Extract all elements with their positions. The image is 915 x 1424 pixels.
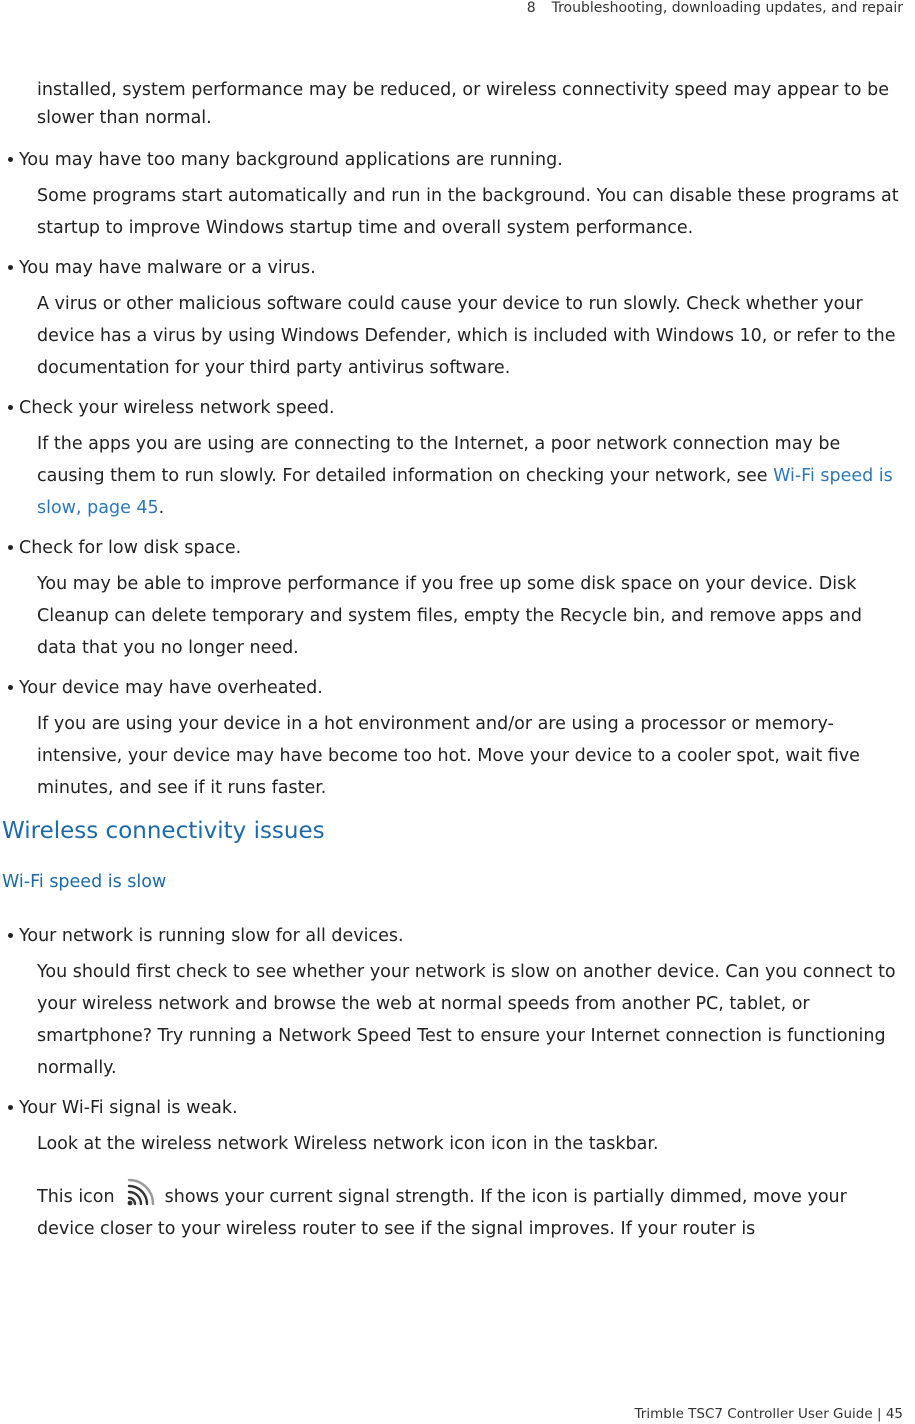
item-description: If you are using your device in a hot environment and/or are using a processor or memory-intensive, your device may have become too hot. Move your device to a cooler spot, wait five minutes, and see if it runs faster. — [37, 714, 860, 798]
bullet-dot-icon — [8, 265, 13, 270]
bullet-text — [0, 1094, 905, 1122]
list-item — [0, 394, 905, 524]
list-item — [0, 1094, 905, 1245]
list-item — [0, 922, 905, 1084]
list-item — [0, 674, 905, 804]
item-description — [0, 428, 905, 524]
bullet-text — [0, 674, 905, 702]
bullet-dot-icon — [8, 545, 13, 550]
bullet-text — [0, 394, 905, 422]
item-description: Some programs start automatically and run in the background. You can disable these programs at startup to improve Windows startup time and overall system performance. — [37, 186, 899, 238]
bullet-dot-icon — [8, 157, 13, 162]
bullet-label: You may have malware or a virus. — [19, 258, 316, 278]
item-description: A virus or other malicious software could cause your device to run slowly. Check whether your device has a virus by using Windows Defender, which is included with Windows 10, or refer to the documentation for your third party antivirus software. — [37, 294, 896, 378]
section-heading: Wireless connectivity issues — [2, 818, 325, 844]
list-item — [0, 146, 905, 244]
bullet-dot-icon — [8, 405, 13, 410]
chapter-title: Troubleshooting, downloading updates, and repair — [551, 0, 903, 16]
bullet-dot-icon — [8, 1105, 13, 1110]
bullet-label: Your device may have overheated. — [19, 678, 323, 698]
list-item — [0, 534, 905, 664]
description-end: . — [158, 498, 165, 518]
item-description: Look at the wireless network Wireless network icon icon in the taskbar. — [37, 1134, 659, 1154]
page-body — [0, 76, 905, 1255]
chapter-number: 8 — [526, 0, 536, 16]
bullet-text — [0, 146, 905, 174]
description-text: If the apps you are using are connecting to the Internet, a poor network connection may be causing them to run slowly. For detailed information on checking your network, see — [37, 434, 841, 486]
page-footer: Trimble TSC7 Controller User Guide | 45 — [634, 1406, 903, 1422]
item-description: You should first check to see whether your network is slow on another device. Can you connect to your wireless network and browse the web at normal speeds from another PC, tablet, or smartphone? Try running a Network Speed Test to ensure your Internet connection is functioning normally. — [37, 962, 896, 1078]
bullet-dot-icon — [8, 685, 13, 690]
list-item — [0, 254, 905, 384]
bullet-label: Check for low disk space. — [19, 538, 242, 558]
bullet-label: Check your wireless network speed. — [19, 398, 335, 418]
bullet-label: You may have too many background applications are running. — [19, 150, 563, 170]
bullet-text — [0, 534, 905, 562]
description-text: This icon — [37, 1187, 115, 1207]
description-text-after: shows your current signal strength. If the icon is partially dimmed, move your device closer to your wireless router to see if the signal improves. If your router is — [37, 1187, 847, 1239]
bullet-label: Your Wi-Fi signal is weak. — [19, 1098, 238, 1118]
bullet-text — [0, 254, 905, 282]
subsection-heading: Wi-Fi speed is slow — [2, 872, 167, 892]
intro-paragraph: installed, system performance may be reduced, or wireless connectivity speed may appear to be slower than normal. — [37, 80, 889, 128]
wifi-speed-link[interactable]: Wi-Fi speed is slow, page 45 — [37, 466, 893, 518]
wifi-signal-icon — [121, 1178, 159, 1208]
item-description: You may be able to improve performance if you free up some disk space on your device. Disk Cleanup can delete temporary and system files, empty the Recycle bin, and remove apps and data that you no longer need. — [37, 574, 863, 658]
item-description-continued — [0, 1178, 905, 1245]
bullet-text — [0, 922, 905, 950]
page-header — [527, 0, 903, 16]
bullet-dot-icon — [8, 933, 13, 938]
bullet-label: Your network is running slow for all devices. — [19, 926, 404, 946]
